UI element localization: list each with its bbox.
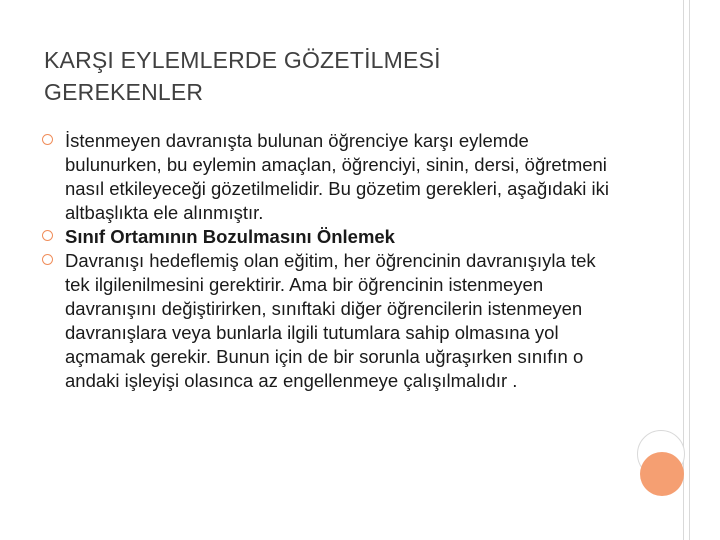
bullet-list — [42, 129, 622, 393]
list-item — [42, 249, 622, 393]
decorative-accent-circle — [640, 452, 684, 496]
ring-bullet-icon — [42, 254, 53, 265]
bullet-text: İstenmeyen davranışta bulunan öğrenciye karşı eylemde bulunurken, bu eylemin amaçlan, öğrenciyi, sinin, dersi, öğretmeni nasıl etkileyeceği gözetilmelidir. Bu gözetim gerekleri, aşağıdaki iki altbaşlıkta ele alınmıştır. — [65, 130, 609, 223]
list-item — [42, 225, 622, 249]
ring-bullet-icon — [42, 134, 53, 145]
bullet-text: Davranışı hedeflemiş olan eğitim, her öğrencinin davranışıyla tek tek ilgilenilmesini gerektirir. Ama bir öğrencinin istenmeyen davranışını değiştirirken, sınıftaki diğer öğrencilerin istenmeyen davranışlara veya bunlarla ilgili tutumlara sahip olmasına yol açmamak gerekir. Bunun için de bir sorunla uğraşırken sınıfın o andaki işleyişi olasınca az engellenmeye çalışılmalıdır . — [65, 250, 596, 391]
list-item — [42, 129, 622, 225]
bullet-text: Sınıf Ortamının Bozulmasını Önlemek — [65, 226, 395, 247]
ring-bullet-icon — [42, 230, 53, 241]
slide-title: KARŞI EYLEMLERDE GÖZETİLMESİ GEREKENLER — [44, 47, 441, 105]
